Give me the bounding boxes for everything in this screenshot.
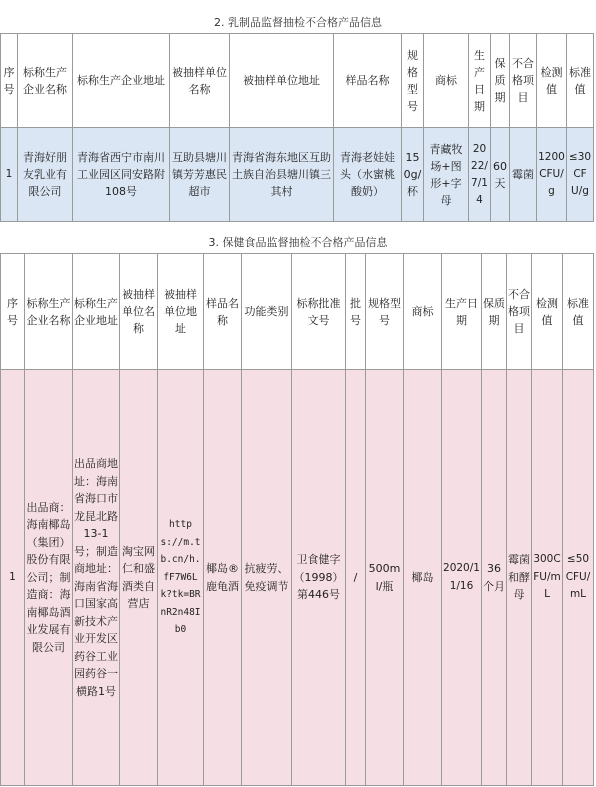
header-measured-value: 检测值 xyxy=(537,34,567,128)
header-nonconforming-item: 不合格项目 xyxy=(510,34,537,128)
cell-manufacturer: 青海好朋友乳业有限公司 xyxy=(18,128,73,222)
cell-measured-value: 1200CFU/g xyxy=(537,128,567,222)
header-production-date: 生产日期 xyxy=(469,34,491,128)
cell-manufacturer: 出品商：海南椰岛（集团）股份有限公司；制造商：海南椰岛酒业发展有限公司 xyxy=(25,370,73,786)
header-spec: 规格型号 xyxy=(402,34,424,128)
header-sample-name: 样品名称 xyxy=(204,254,242,370)
cell-manufacturer-address: 出品商地址：海南省海口市龙昆北路13-1号；制造商地址：海南省海口国家高新技术产业开发区药谷工业园药谷一横路1号 xyxy=(73,370,120,786)
section3-title: 3. 保健食品监督抽检不合格产品信息 xyxy=(208,236,388,249)
cell-production-date: 2022/7/14 xyxy=(469,128,491,222)
header-index: 序号 xyxy=(1,34,18,128)
cell-sample-name: 青海老娃娃头（水蜜桃酸奶） xyxy=(334,128,402,222)
cell-sampled-unit: 淘宝网仁和盛酒类自营店 xyxy=(120,370,158,786)
section2-title: 2. 乳制品监督抽检不合格产品信息 xyxy=(214,16,382,29)
cell-batch-number: / xyxy=(346,370,366,786)
cell-measured-value: 300CFU/mL xyxy=(532,370,563,786)
cell-sampled-unit-address: https://m.tb.cn/h.fF7W6Lk?tk=BRnR2n48Ib0 xyxy=(158,370,204,786)
cell-index: 1 xyxy=(1,370,25,786)
cell-standard-value: ≤30CFU/g xyxy=(567,128,594,222)
header-sampled-unit-address: 被抽样单位地址 xyxy=(230,34,334,128)
cell-trademark: 青藏牧场+图形+字母 xyxy=(424,128,469,222)
cell-trademark: 椰岛 xyxy=(404,370,442,786)
header-measured-value: 检测值 xyxy=(532,254,563,370)
header-sampled-unit-address: 被抽样单位地址 xyxy=(158,254,204,370)
cell-nonconforming-item: 霉菌和酵母 xyxy=(507,370,532,786)
header-trademark: 商标 xyxy=(424,34,469,128)
header-manufacturer: 标称生产企业名称 xyxy=(25,254,73,370)
cell-production-date: 2020/11/16 xyxy=(442,370,482,786)
health-food-nonconforming-table xyxy=(0,253,594,786)
header-standard-value: 标准值 xyxy=(567,34,594,128)
cell-sampled-unit: 互助县塘川镇芳芳惠民超市 xyxy=(170,128,230,222)
header-approval-number: 标称批准文号 xyxy=(292,254,346,370)
header-sample-name: 样品名称 xyxy=(334,34,402,128)
dairy-nonconforming-table xyxy=(0,33,594,222)
cell-function-category: 抗疲劳、免疫调节 xyxy=(242,370,292,786)
header-sampled-unit: 被抽样单位名称 xyxy=(170,34,230,128)
header-manufacturer-address: 标称生产企业地址 xyxy=(73,254,120,370)
header-shelf-life: 保质期 xyxy=(482,254,507,370)
table-header-row xyxy=(1,254,594,370)
cell-spec: 150g/杯 xyxy=(402,128,424,222)
cell-manufacturer-address: 青海省西宁市南川工业园区同安路附108号 xyxy=(73,128,170,222)
cell-spec: 500ml/瓶 xyxy=(366,370,404,786)
table-header-row xyxy=(1,34,594,128)
cell-shelf-life: 36个月 xyxy=(482,370,507,786)
header-production-date: 生产日期 xyxy=(442,254,482,370)
cell-sample-name: 椰岛®鹿龟酒 xyxy=(204,370,242,786)
cell-shelf-life: 60天 xyxy=(491,128,510,222)
cell-approval-number: 卫食健字（1998）第446号 xyxy=(292,370,346,786)
header-manufacturer-address: 标称生产企业地址 xyxy=(73,34,170,128)
cell-nonconforming-item: 霉菌 xyxy=(510,128,537,222)
header-sampled-unit: 被抽样单位名称 xyxy=(120,254,158,370)
header-trademark: 商标 xyxy=(404,254,442,370)
table-row xyxy=(1,370,594,786)
header-standard-value: 标准值 xyxy=(563,254,594,370)
header-manufacturer: 标称生产企业名称 xyxy=(18,34,73,128)
table-row xyxy=(1,128,594,222)
header-batch-number: 批号 xyxy=(346,254,366,370)
cell-sampled-unit-address: 青海省海东地区互助土族自治县塘川镇三其村 xyxy=(230,128,334,222)
cell-standard-value: ≤50CFU/mL xyxy=(563,370,594,786)
header-index: 序号 xyxy=(1,254,25,370)
cell-index: 1 xyxy=(1,128,18,222)
header-nonconforming-item: 不合格项目 xyxy=(507,254,532,370)
header-shelf-life: 保质期 xyxy=(491,34,510,128)
header-function-category: 功能类别 xyxy=(242,254,292,370)
header-spec: 规格型号 xyxy=(366,254,404,370)
